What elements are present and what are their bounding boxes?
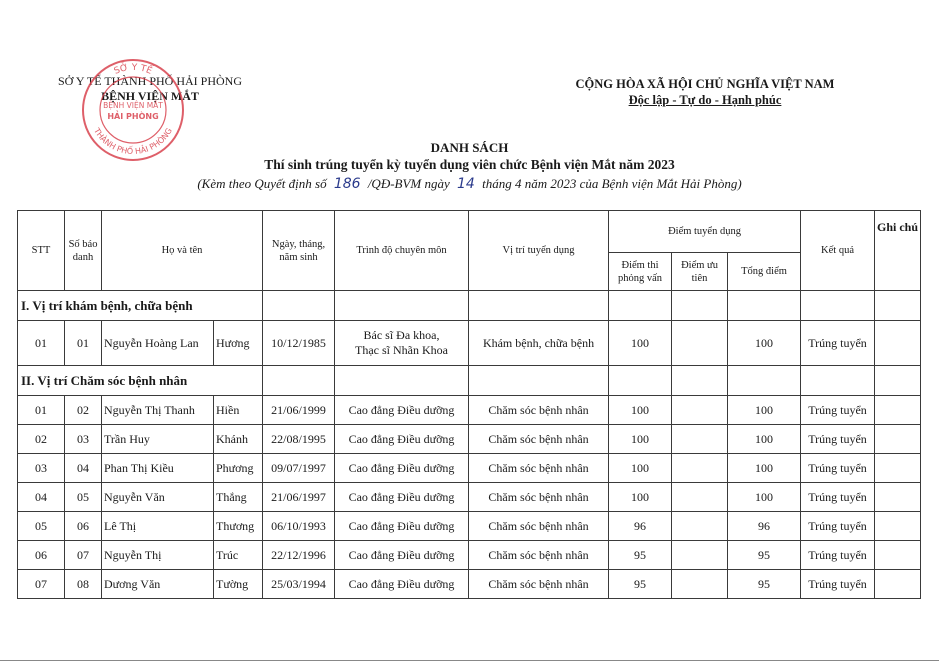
empty-cell [672,366,728,396]
table-row [18,396,921,425]
cell-ngay-sinh: 09/07/1997 [263,454,335,483]
decision-text-b: /QĐ-BVM ngày [367,176,450,191]
cell-ho: Lê Thị [102,512,214,541]
col-diem-thi: Điểm thi phỏng vấn [609,253,672,291]
cell-trinh-do-line-2: Thạc sĩ Nhãn Khoa [355,343,448,357]
cell-diem-thi: 95 [609,541,672,570]
table-row [18,541,921,570]
seal-ring-text: THÀNH PHỐ HẢI PHÒNG [92,126,174,157]
cell-ghi-chu [875,425,921,454]
document-title: DANH SÁCH [430,140,509,155]
cell-so-bao-danh: 08 [65,570,102,599]
col-stt: STT [18,211,65,291]
cell-ket-qua: Trúng tuyển [801,425,875,454]
cell-ho: Nguyễn Thị Thanh [102,396,214,425]
cell-stt: 05 [18,512,65,541]
decision-reference [0,176,939,192]
cell-ghi-chu [875,483,921,512]
cell-so-bao-danh: 01 [65,321,102,366]
empty-cell [875,366,921,396]
cell-ho: Nguyễn Hoàng Lan [102,321,214,366]
empty-cell [469,291,609,321]
cell-ket-qua: Trúng tuyển [801,512,875,541]
cell-ten: Tường [214,570,263,599]
cell-diem-thi: 100 [609,321,672,366]
cell-tong-diem: 100 [728,425,801,454]
cell-vi-tri: Chăm sóc bệnh nhân [469,454,609,483]
cell-diem-uu-tien [672,512,728,541]
cell-ket-qua: Trúng tuyển [801,321,875,366]
cell-trinh-do: Cao đẳng Điều dưỡng [335,454,469,483]
cell-ket-qua: Trúng tuyển [801,396,875,425]
cell-ho: Nguyễn Văn [102,483,214,512]
cell-tong-diem: 100 [728,483,801,512]
seal-top-text: SỞ Y TẾ [112,62,154,77]
cell-ten: Hương [214,321,263,366]
cell-tong-diem: 100 [728,321,801,366]
seal-center-line-1: BỆNH VIỆN MẮT [103,101,163,110]
cell-tong-diem: 95 [728,541,801,570]
cell-diem-uu-tien [672,425,728,454]
cell-diem-thi: 100 [609,483,672,512]
col-tong-diem: Tổng điểm [728,253,801,291]
cell-ngay-sinh: 22/12/1996 [263,541,335,570]
table-row [18,454,921,483]
country-name: CỘNG HÒA XÃ HỘI CHỦ NGHĨA VIỆT NAM [575,77,835,91]
cell-trinh-do [335,321,469,366]
col-vi-tri: Vị trí tuyển dụng [469,211,609,291]
cell-trinh-do: Cao đẳng Điều dưỡng [335,570,469,599]
empty-cell [335,366,469,396]
cell-ten: Thương [214,512,263,541]
table-row [18,570,921,599]
empty-cell [469,366,609,396]
decision-day: 14 [457,176,475,192]
empty-cell [728,366,801,396]
section-row [18,366,921,396]
cell-diem-thi: 100 [609,454,672,483]
table-row [18,483,921,512]
cell-ho: Dương Văn [102,570,214,599]
cell-ten: Phương [214,454,263,483]
cell-trinh-do: Cao đẳng Điều dưỡng [335,396,469,425]
cell-vi-tri: Chăm sóc bệnh nhân [469,396,609,425]
header-row-1 [18,211,921,253]
decision-number: 186 [333,176,361,192]
empty-cell [672,291,728,321]
empty-cell [609,366,672,396]
empty-cell [609,291,672,321]
cell-trinh-do: Cao đẳng Điều dưỡng [335,541,469,570]
col-so-bao-danh: Số báo danh [65,211,102,291]
table-row [18,425,921,454]
svg-text:SỞ Y TẾ [113,61,155,77]
col-ket-qua: Kết quả [801,211,875,291]
col-ho-va-ten: Họ và tên [102,211,263,291]
cell-stt: 06 [18,541,65,570]
cell-vi-tri: Chăm sóc bệnh nhân [469,570,609,599]
cell-vi-tri: Khám bệnh, chữa bệnh [469,321,609,366]
col-ngay-sinh: Ngày, tháng, năm sinh [263,211,335,291]
cell-diem-thi: 95 [609,570,672,599]
cell-ho: Trần Huy [102,425,214,454]
col-trinh-do: Trình độ chuyên môn [335,211,469,291]
cell-ngay-sinh: 25/03/1994 [263,570,335,599]
empty-cell [801,366,875,396]
cell-diem-uu-tien [672,396,728,425]
cell-so-bao-danh: 07 [65,541,102,570]
table-row [18,512,921,541]
seal-center-line-2: HẢI PHÒNG [107,112,159,121]
cell-ten: Trúc [214,541,263,570]
motto: Độc lập - Tự do - Hạnh phúc [628,93,782,107]
cell-ghi-chu [875,570,921,599]
col-diem-tuyen-dung: Điểm tuyển dụng [609,211,801,253]
cell-vi-tri: Chăm sóc bệnh nhân [469,512,609,541]
empty-cell [801,291,875,321]
cell-ghi-chu [875,321,921,366]
col-ghi-chu: Ghi chú [875,211,921,291]
authority-line-1: SỞ Y TẾ THÀNH PHỐ HẢI PHÒNG [57,74,242,88]
section-row [18,291,921,321]
cell-tong-diem: 95 [728,570,801,599]
cell-ket-qua: Trúng tuyển [801,483,875,512]
document-subtitle: Thí sinh trúng tuyển kỳ tuyển dụng viên chức Bệnh viện Mắt năm 2023 [264,157,675,172]
authority-line-2: BỆNH VIỆN MẮT [101,89,199,103]
cell-ngay-sinh: 22/08/1995 [263,425,335,454]
empty-cell [728,291,801,321]
candidate-table [17,210,921,599]
cell-diem-uu-tien [672,454,728,483]
cell-trinh-do-line-1: Bác sĩ Đa khoa, [363,328,440,342]
table-row [18,321,921,366]
cell-ghi-chu [875,454,921,483]
cell-diem-uu-tien [672,541,728,570]
cell-diem-uu-tien [672,483,728,512]
cell-trinh-do: Cao đẳng Điều dưỡng [335,425,469,454]
cell-ngay-sinh: 21/06/1997 [263,483,335,512]
cell-ngay-sinh: 10/12/1985 [263,321,335,366]
col-diem-uu-tien: Điểm ưu tiên [672,253,728,291]
cell-diem-uu-tien [672,321,728,366]
cell-stt: 03 [18,454,65,483]
cell-so-bao-danh: 06 [65,512,102,541]
section-title: II. Vị trí Chăm sóc bệnh nhân [18,366,263,396]
cell-diem-thi: 96 [609,512,672,541]
cell-ghi-chu [875,541,921,570]
cell-so-bao-danh: 04 [65,454,102,483]
cell-ten: Khánh [214,425,263,454]
cell-stt: 01 [18,396,65,425]
cell-diem-thi: 100 [609,425,672,454]
cell-diem-thi: 100 [609,396,672,425]
empty-cell [263,366,335,396]
cell-ngay-sinh: 06/10/1993 [263,512,335,541]
cell-stt: 04 [18,483,65,512]
cell-ho: Phan Thị Kiều [102,454,214,483]
cell-vi-tri: Chăm sóc bệnh nhân [469,541,609,570]
cell-so-bao-danh: 05 [65,483,102,512]
section-title: I. Vị trí khám bệnh, chữa bệnh [18,291,263,321]
cell-diem-uu-tien [672,570,728,599]
page-edge [0,660,939,661]
cell-tong-diem: 96 [728,512,801,541]
cell-ten: Hiền [214,396,263,425]
cell-ket-qua: Trúng tuyển [801,570,875,599]
cell-vi-tri: Chăm sóc bệnh nhân [469,483,609,512]
cell-trinh-do: Cao đẳng Điều dưỡng [335,483,469,512]
national-motto [540,76,870,108]
cell-vi-tri: Chăm sóc bệnh nhân [469,425,609,454]
empty-cell [335,291,469,321]
cell-so-bao-danh: 02 [65,396,102,425]
cell-stt: 07 [18,570,65,599]
decision-text-a: (Kèm theo Quyết định số [197,176,327,191]
cell-ket-qua: Trúng tuyển [801,541,875,570]
cell-ket-qua: Trúng tuyển [801,454,875,483]
empty-cell [875,291,921,321]
cell-stt: 01 [18,321,65,366]
cell-ten: Thắng [214,483,263,512]
cell-ghi-chu [875,396,921,425]
cell-so-bao-danh: 03 [65,425,102,454]
cell-tong-diem: 100 [728,454,801,483]
empty-cell [263,291,335,321]
cell-ghi-chu [875,512,921,541]
cell-ho: Nguyễn Thị [102,541,214,570]
cell-ngay-sinh: 21/06/1999 [263,396,335,425]
cell-trinh-do: Cao đẳng Điều dưỡng [335,512,469,541]
cell-tong-diem: 100 [728,396,801,425]
decision-text-c: tháng 4 năm 2023 của Bệnh viện Mắt Hải Phòng) [482,176,742,191]
cell-stt: 02 [18,425,65,454]
